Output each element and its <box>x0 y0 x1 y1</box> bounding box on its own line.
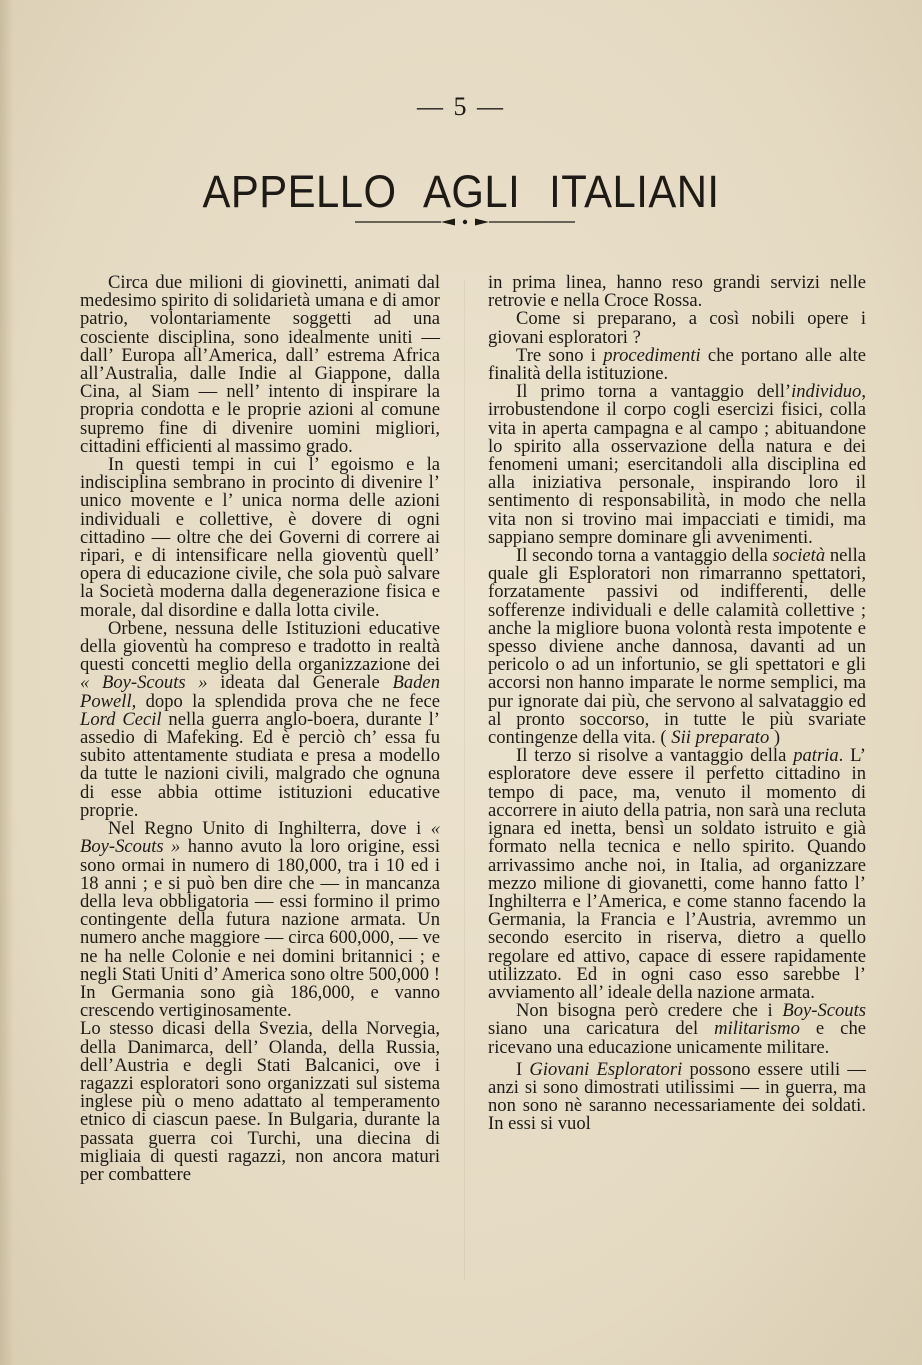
right-column <box>488 274 866 1134</box>
page-edge-shadow <box>0 0 14 1365</box>
paragraph: In questi tempi in cui l’ egoismo e la indisciplina sembrano in procinto di divenire l’ unico movente e l’ unica norma delle azioni individuali e collettive, è dovere di ogni cittadino — oltre che dei Governi di correre ai ripari, e di intensificare nella gioventù quell’ opera di educazione civile, che sola può salvare la Società moderna dalla degenerazione fisica e morale, dal disordine e dalla lotta civile. <box>80 454 440 621</box>
paragraph: Il terzo si risolve a vantaggio della patria. L’ esploratore deve essere il perfetto cittadino in tempo di pace, ma, venuto il momento di accorrere in aiuto della patria, non sarà una recluta ignara ed inetta, bensì un soldato istruito e già formato nella tecnica e nello spirito. Quando arrivassimo anche noi, in Italia, ad organizzare mezzo milione di giovanetti, come hanno fatto l’ Inghilterra e l’America, e come stanno facendo la Germania, la Francia e l’Austria, avremmo un secondo esercito in riserva, dietro a quello regolare ed attivo, capace di essere rapidamente utilizzato. Ed in ogni caso esso sarebbe l’ avviamento all’ ideale della nazione armata. <box>488 745 866 1003</box>
paragraph: Non bisogna però credere che i Boy-Scouts siano una caricatura del militarismo e che ricevano una educazione unicamente militare. <box>488 1000 866 1058</box>
paragraph: Tre sono i procedimenti che portano alle alte finalità della istituzione. <box>488 344 867 385</box>
paragraph: Come si preparano, a così nobili opere i giovani esploratori ? <box>488 308 866 348</box>
page-title: APPELLO AGLI ITALIANI <box>202 166 720 217</box>
paragraph: Il primo torna a vantaggio dell’individuo, irrobustendone il corpo cogli esercizi fisici, colla vita in aperta campagna e al campo ; abituandone lo spirito alla osservazione della natura e dei fenomeni umani; esercitandoli alla disciplina ed alla iniziativa personale, inspirando loro il sentimento di responsabilità, in modo che nella vita non si trovino mai impacciati e timidi, ma sappiano sempre dominare gli avvenimenti. <box>488 381 866 548</box>
column-gutter <box>464 280 465 1280</box>
paragraph: Lo stesso dicasi della Svezia, della Norvegia, della Danimarca, dell’ Olanda, della Russia, dell’Austria e degli Stati Balcanici, ove i ragazzi esploratori sono organizzati sul sistema inglese più o meno adattato al temperamento etnico di ciascun paese. In Bulgaria, durante la passata guerra coi Turchi, una diecina di migliaia di questi ragazzi, non ancora maturi per combattere <box>80 1018 440 1185</box>
page-number: — 5 — <box>417 92 505 121</box>
left-column <box>80 274 440 1184</box>
paragraph: I Giovani Esploratori possono essere utili — anzi si sono dimostrati utilissimi — in guerra, ma non sono nè saranno necessariamente dei soldati. In essi si vuol <box>488 1058 867 1135</box>
paragraph: in prima linea, hanno reso grandi servizi nelle retrovie e nella Croce Rossa. <box>488 272 866 312</box>
ornament-divider-icon <box>355 215 575 229</box>
paragraph: Nel Regno Unito di Inghilterra, dove i « Boy-Scouts » hanno avuto la loro origine, essi sono ormai in numero di 180,000, tra i 10 ed i 18 anni ; e si può ben dire che — in mancanza della leva obbligatoria — essi formino il primo contingente della futura nazione armata. Un numero anche maggiore — circa 600,000, — ve ne ha nelle Colonie e nei domini britannici ; e negli Stati Uniti d’ America sono oltre 500,000 ! In Germania sono già 186,000, e vanno crescendo vertiginosamente. <box>80 818 441 1022</box>
paragraph: Il secondo torna a vantaggio della società nella quale gli Esploratori non rimarranno spettatori, forzatamente passivi od indifferenti, delle sofferenze individuali e delle calamità collettive ; anche la migliore buona volontà resta impotente e spesso diviene anche dannosa, davanti ad un pericolo o ad un infortunio, se gli spettatori e gli accorsi non hanno imparate le norme semplici, ma pur ignorate dai più, che servono al salvataggio ed al pronto soccorso, in tutte le più svariate contingenze della vita. ( Sii preparato ) <box>488 545 866 749</box>
paragraph: Circa due milioni di giovinetti, animati dal medesimo spirito di solidarietà umana e di amor patrio, volontariamente soggetti ad una cosciente disciplina, sono idealmente uniti — dall’ Europa all’America, dall’ estrema Africa all’Australia, dalle Indie al Giappone, dalla Cina, al Siam — nell’ intento di inspirare la propria condotta e le proprie azioni al comune supremo fine di divenire uomini migliori, cittadini efficienti al massimo grado. <box>80 272 440 457</box>
paragraph: Orbene, nessuna delle Istituzioni educative della gioventù ha compreso e tradotto in realtà questi concetti meglio della organizzazione dei « Boy-Scouts » ideata dal Generale Baden Powell, dopo la splendida prova che ne fece Lord Cecil nella guerra anglo-boera, durante l’ assedio di Mafeking. Ed è perciò ch’ essa fu subito attentamente studiata e presa a modello da tutte le nazioni civili, malgrado che ognuna di esse abbia ottime istituzioni educative proprie. <box>80 617 440 821</box>
